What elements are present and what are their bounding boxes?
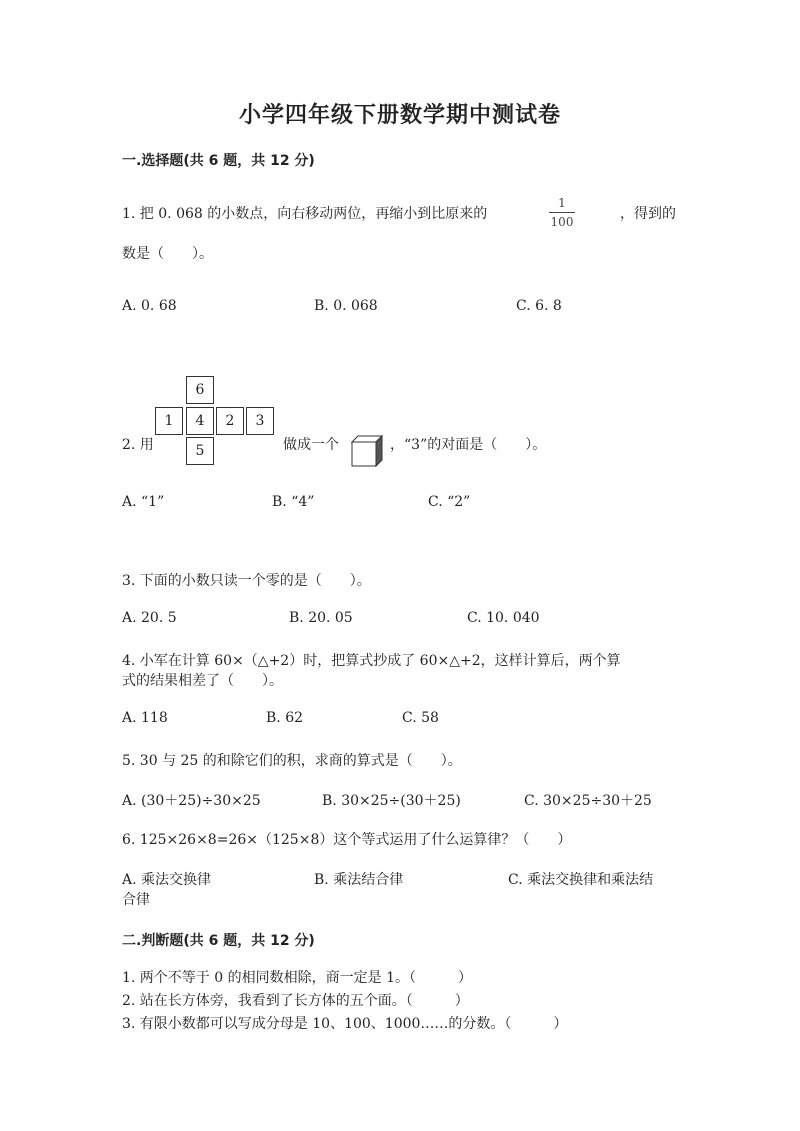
fraction-denominator: 100 [550, 215, 574, 229]
net-cell-4: 4 [186, 407, 214, 435]
question-1-line1-end: ，得到的 [620, 206, 676, 222]
question-2-middle: 做成一个 [283, 437, 339, 453]
net-cell-2: 2 [216, 407, 244, 435]
q1-option-b: B. 0. 068 [314, 298, 378, 314]
q3-option-b: B. 20. 05 [289, 610, 353, 626]
fraction-numerator: 1 [558, 196, 566, 210]
net-cell-1: 1 [155, 407, 183, 435]
q5-option-c: C. 30×25÷30＋25 [524, 793, 652, 809]
fraction-1-100 [549, 196, 575, 229]
judgement-item-1: 1. 两个不等于 0 的相同数相除，商一定是 1。（ ） [122, 970, 472, 986]
q6-option-b: B. 乘法结合律 [314, 872, 404, 888]
q6-option-c-wrap: 合律 [122, 892, 150, 908]
q2-option-b: B. “4” [272, 494, 315, 510]
question-6: 6. 125×26×8=26×（125×8）这个等式运用了什么运算律？（ ） [122, 832, 572, 848]
fraction-bar [549, 212, 575, 213]
judgement-item-3: 3. 有限小数都可以写成分母是 10、100、1000……的分数。（ ） [122, 1016, 568, 1032]
net-cell-6: 6 [186, 376, 214, 404]
question-1-line2: 数是（ ）。 [122, 246, 213, 262]
question-2-suffix: ，“3”的对面是（ ）。 [390, 437, 547, 453]
net-cell-5: 5 [186, 437, 214, 465]
question-3: 3. 下面的小数只读一个零的是（ ）。 [122, 573, 371, 589]
cube-icon [350, 434, 384, 468]
question-2-prefix: 2. 用 [122, 437, 154, 453]
judgement-item-2: 2. 站在长方体旁，我看到了长方体的五个面。（ ） [122, 993, 469, 1009]
q3-option-c: C. 10. 040 [467, 610, 540, 626]
q6-option-c: C. 乘法交换律和乘法结 [508, 872, 654, 888]
question-1-line1: 1. 把 0. 068 的小数点，向右移动两位，再缩小到比原来的 [122, 206, 488, 222]
q6-option-a: A. 乘法交换律 [122, 872, 212, 888]
page-title: 小学四年级下册数学期中测试卷 [238, 103, 561, 128]
question-4-line2: 式的结果相差了（ ）。 [122, 673, 283, 689]
q5-option-b: B. 30×25÷(30＋25) [322, 793, 461, 809]
q3-option-a: A. 20. 5 [122, 610, 177, 626]
q5-option-a: A. (30＋25)÷30×25 [122, 793, 261, 809]
question-4-line1: 4. 小军在计算 60×（△+2）时，把算式抄成了 60×△+2，这样计算后，两个算 [122, 653, 621, 669]
question-5: 5. 30 与 25 的和除它们的积，求商的算式是（ ）。 [122, 753, 462, 769]
q4-option-b: B. 62 [266, 710, 304, 726]
q4-option-c: C. 58 [402, 710, 439, 726]
section-heading-judgement: 二.判断题(共 6 题，共 12 分) [122, 933, 315, 949]
net-cell-3: 3 [246, 407, 274, 435]
q4-option-a: A. 118 [122, 710, 168, 726]
section-heading-choice: 一.选择题(共 6 题，共 12 分) [122, 153, 315, 169]
q1-option-a: A. 0. 68 [122, 298, 177, 314]
q2-option-c: C. “2” [428, 494, 471, 510]
q2-option-a: A. “1” [122, 494, 165, 510]
q1-option-c: C. 6. 8 [516, 298, 562, 314]
